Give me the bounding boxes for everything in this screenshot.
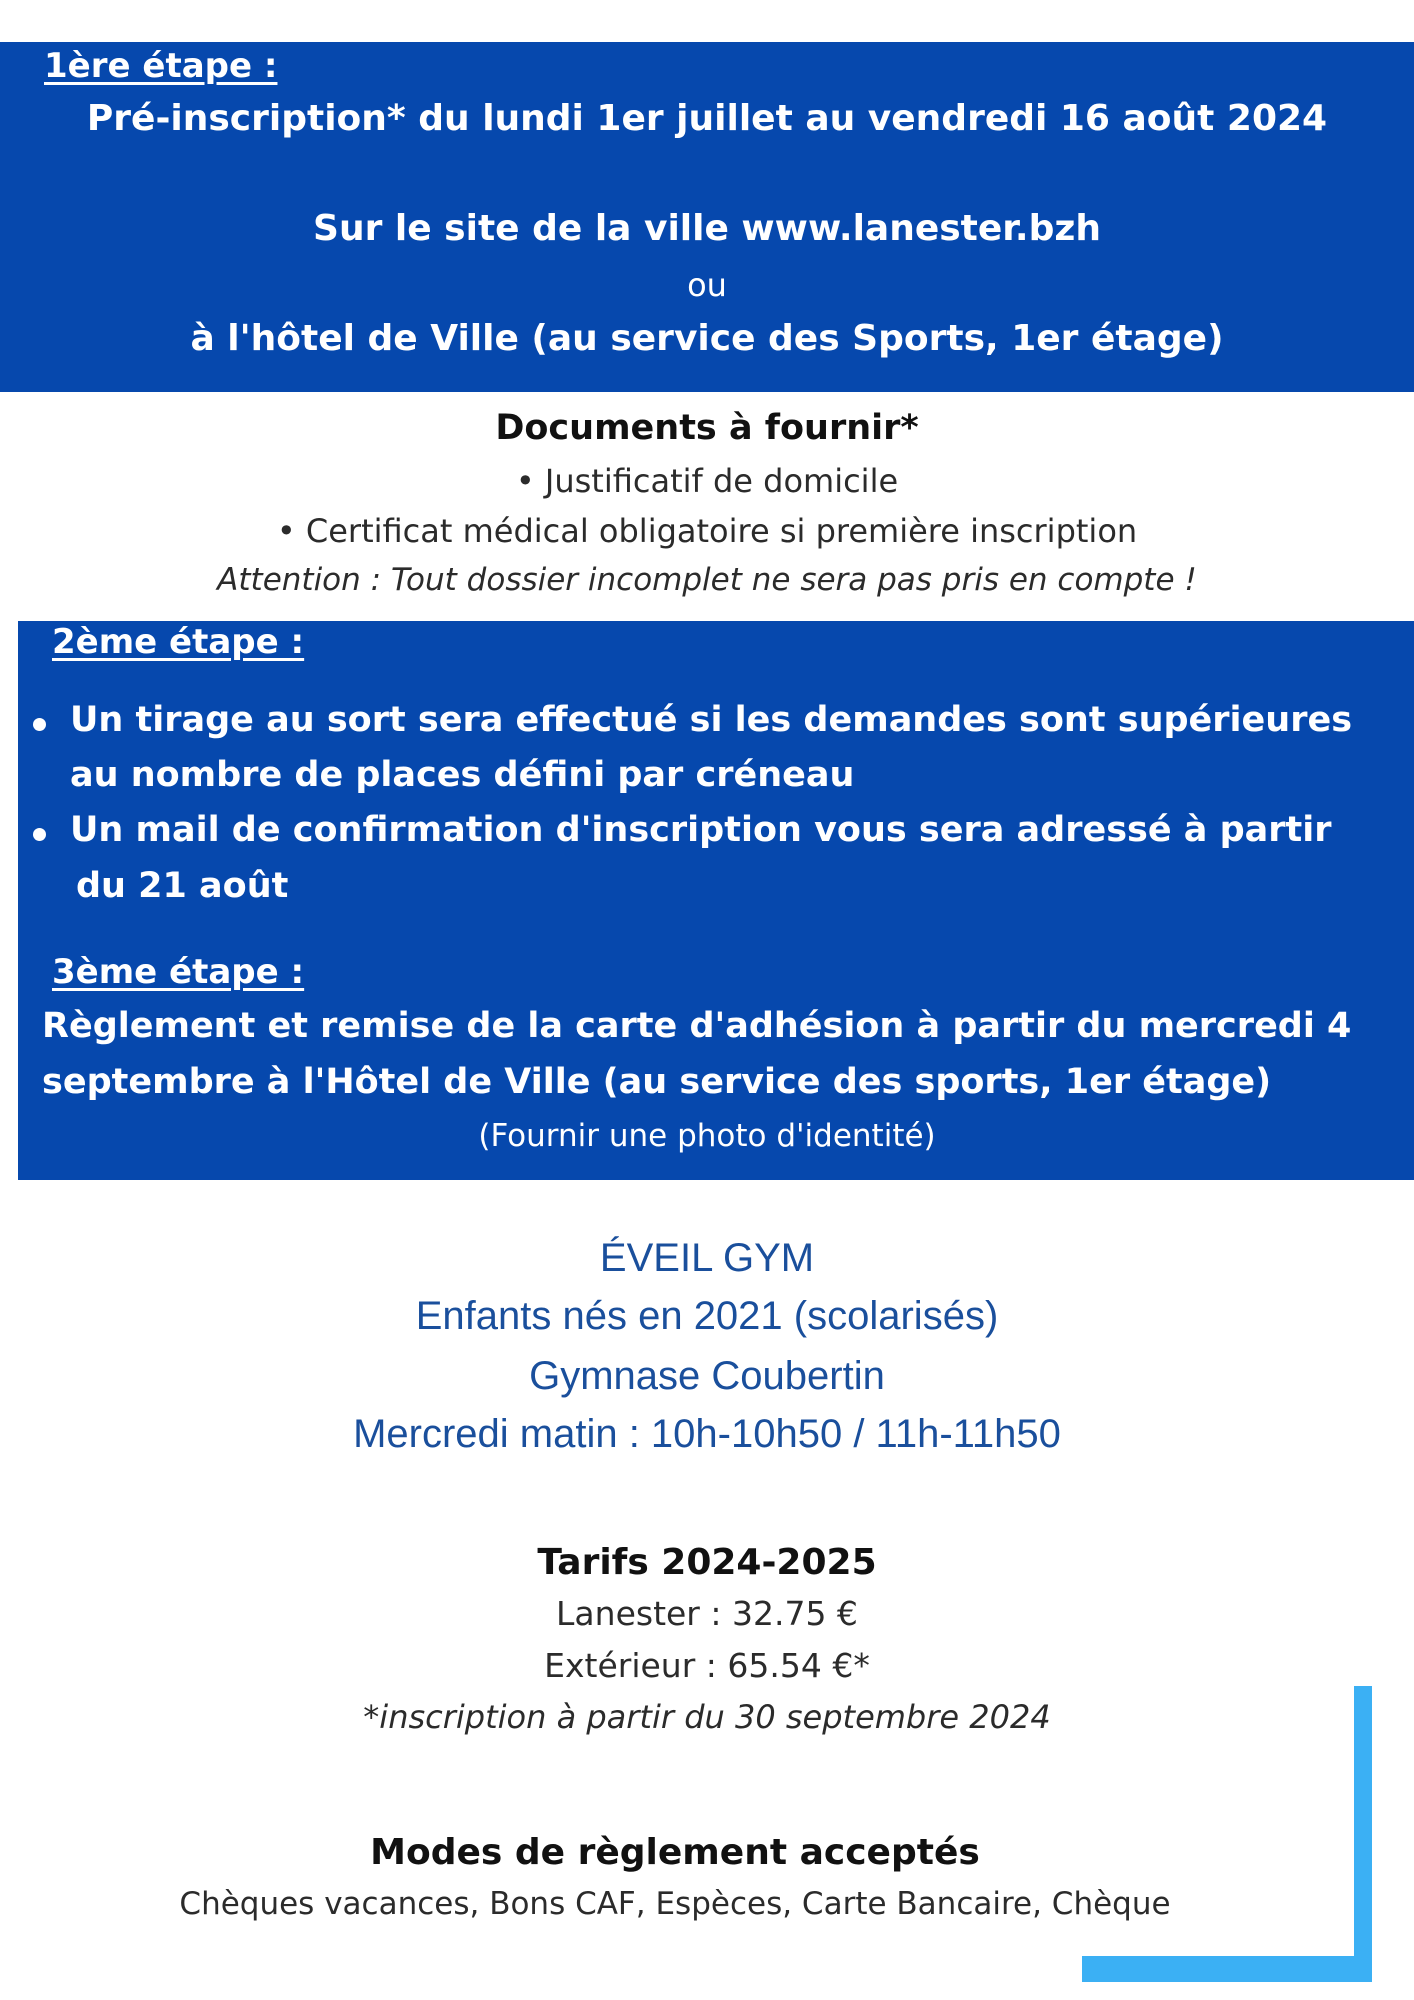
document-item-domicile: • Justificatif de domicile bbox=[515, 462, 899, 500]
mail-line-2: du 21 août bbox=[76, 866, 289, 906]
tarifs-title: Tarifs 2024-2025 bbox=[537, 1542, 877, 1583]
corner-bracket-horizontal bbox=[1082, 1956, 1372, 1982]
mail-line-1: Un mail de confirmation d'inscription vous sera adressé à partir bbox=[70, 810, 1332, 850]
payment-methods: Chèques vacances, Bons CAF, Espèces, Carte Bancaire, Chèque bbox=[179, 1886, 1171, 1922]
bullet-icon bbox=[33, 718, 46, 731]
lottery-line-2: au nombre de places défini par créneau bbox=[70, 755, 855, 795]
activity-audience: Enfants nés en 2021 (scolarisés) bbox=[415, 1294, 999, 1338]
step3-heading: 3ème étape : bbox=[52, 952, 305, 992]
documents-title: Documents à fournir* bbox=[495, 408, 919, 448]
tarif-exterieur: Extérieur : 65.54 €* bbox=[544, 1646, 870, 1685]
tarif-note: *inscription à partir du 30 septembre 2024 bbox=[363, 1698, 1051, 1736]
or-text: ou bbox=[687, 266, 727, 304]
preinscription-dates: Pré-inscription* du lundi 1er juillet au vendredi 16 août 2024 bbox=[86, 98, 1328, 139]
payment-card-line-1: Règlement et remise de la carte d'adhésion à partir du mercredi 4 bbox=[42, 1006, 1352, 1046]
website-line: Sur le site de la ville www.lanester.bzh bbox=[313, 208, 1101, 249]
activity-location: Gymnase Coubertin bbox=[529, 1354, 885, 1398]
document-item-certificat: • Certificat médical obligatoire si première inscription bbox=[276, 512, 1138, 550]
bullet-icon bbox=[33, 828, 46, 841]
photo-note: (Fournir une photo d'identité) bbox=[478, 1118, 936, 1154]
step2-heading: 2ème étape : bbox=[52, 622, 305, 662]
tarif-lanester: Lanester : 32.75 € bbox=[556, 1594, 858, 1633]
corner-bracket-vertical bbox=[1354, 1686, 1372, 1982]
payment-title: Modes de règlement acceptés bbox=[370, 1832, 980, 1873]
step1-heading: 1ère étape : bbox=[44, 46, 278, 86]
payment-card-line-2: septembre à l'Hôtel de Ville (au service des sports, 1er étage) bbox=[42, 1062, 1272, 1102]
documents-warning: Attention : Tout dossier incomplet ne sera pas pris en compte ! bbox=[217, 562, 1197, 598]
lottery-line-1: Un tirage au sort sera effectué si les demandes sont supérieures bbox=[70, 700, 1353, 740]
activity-schedule: Mercredi matin : 10h-10h50 / 11h-11h50 bbox=[353, 1412, 1061, 1456]
activity-name: ÉVEIL GYM bbox=[599, 1236, 815, 1280]
city-hall-line: à l'hôtel de Ville (au service des Sports, 1er étage) bbox=[190, 318, 1224, 359]
